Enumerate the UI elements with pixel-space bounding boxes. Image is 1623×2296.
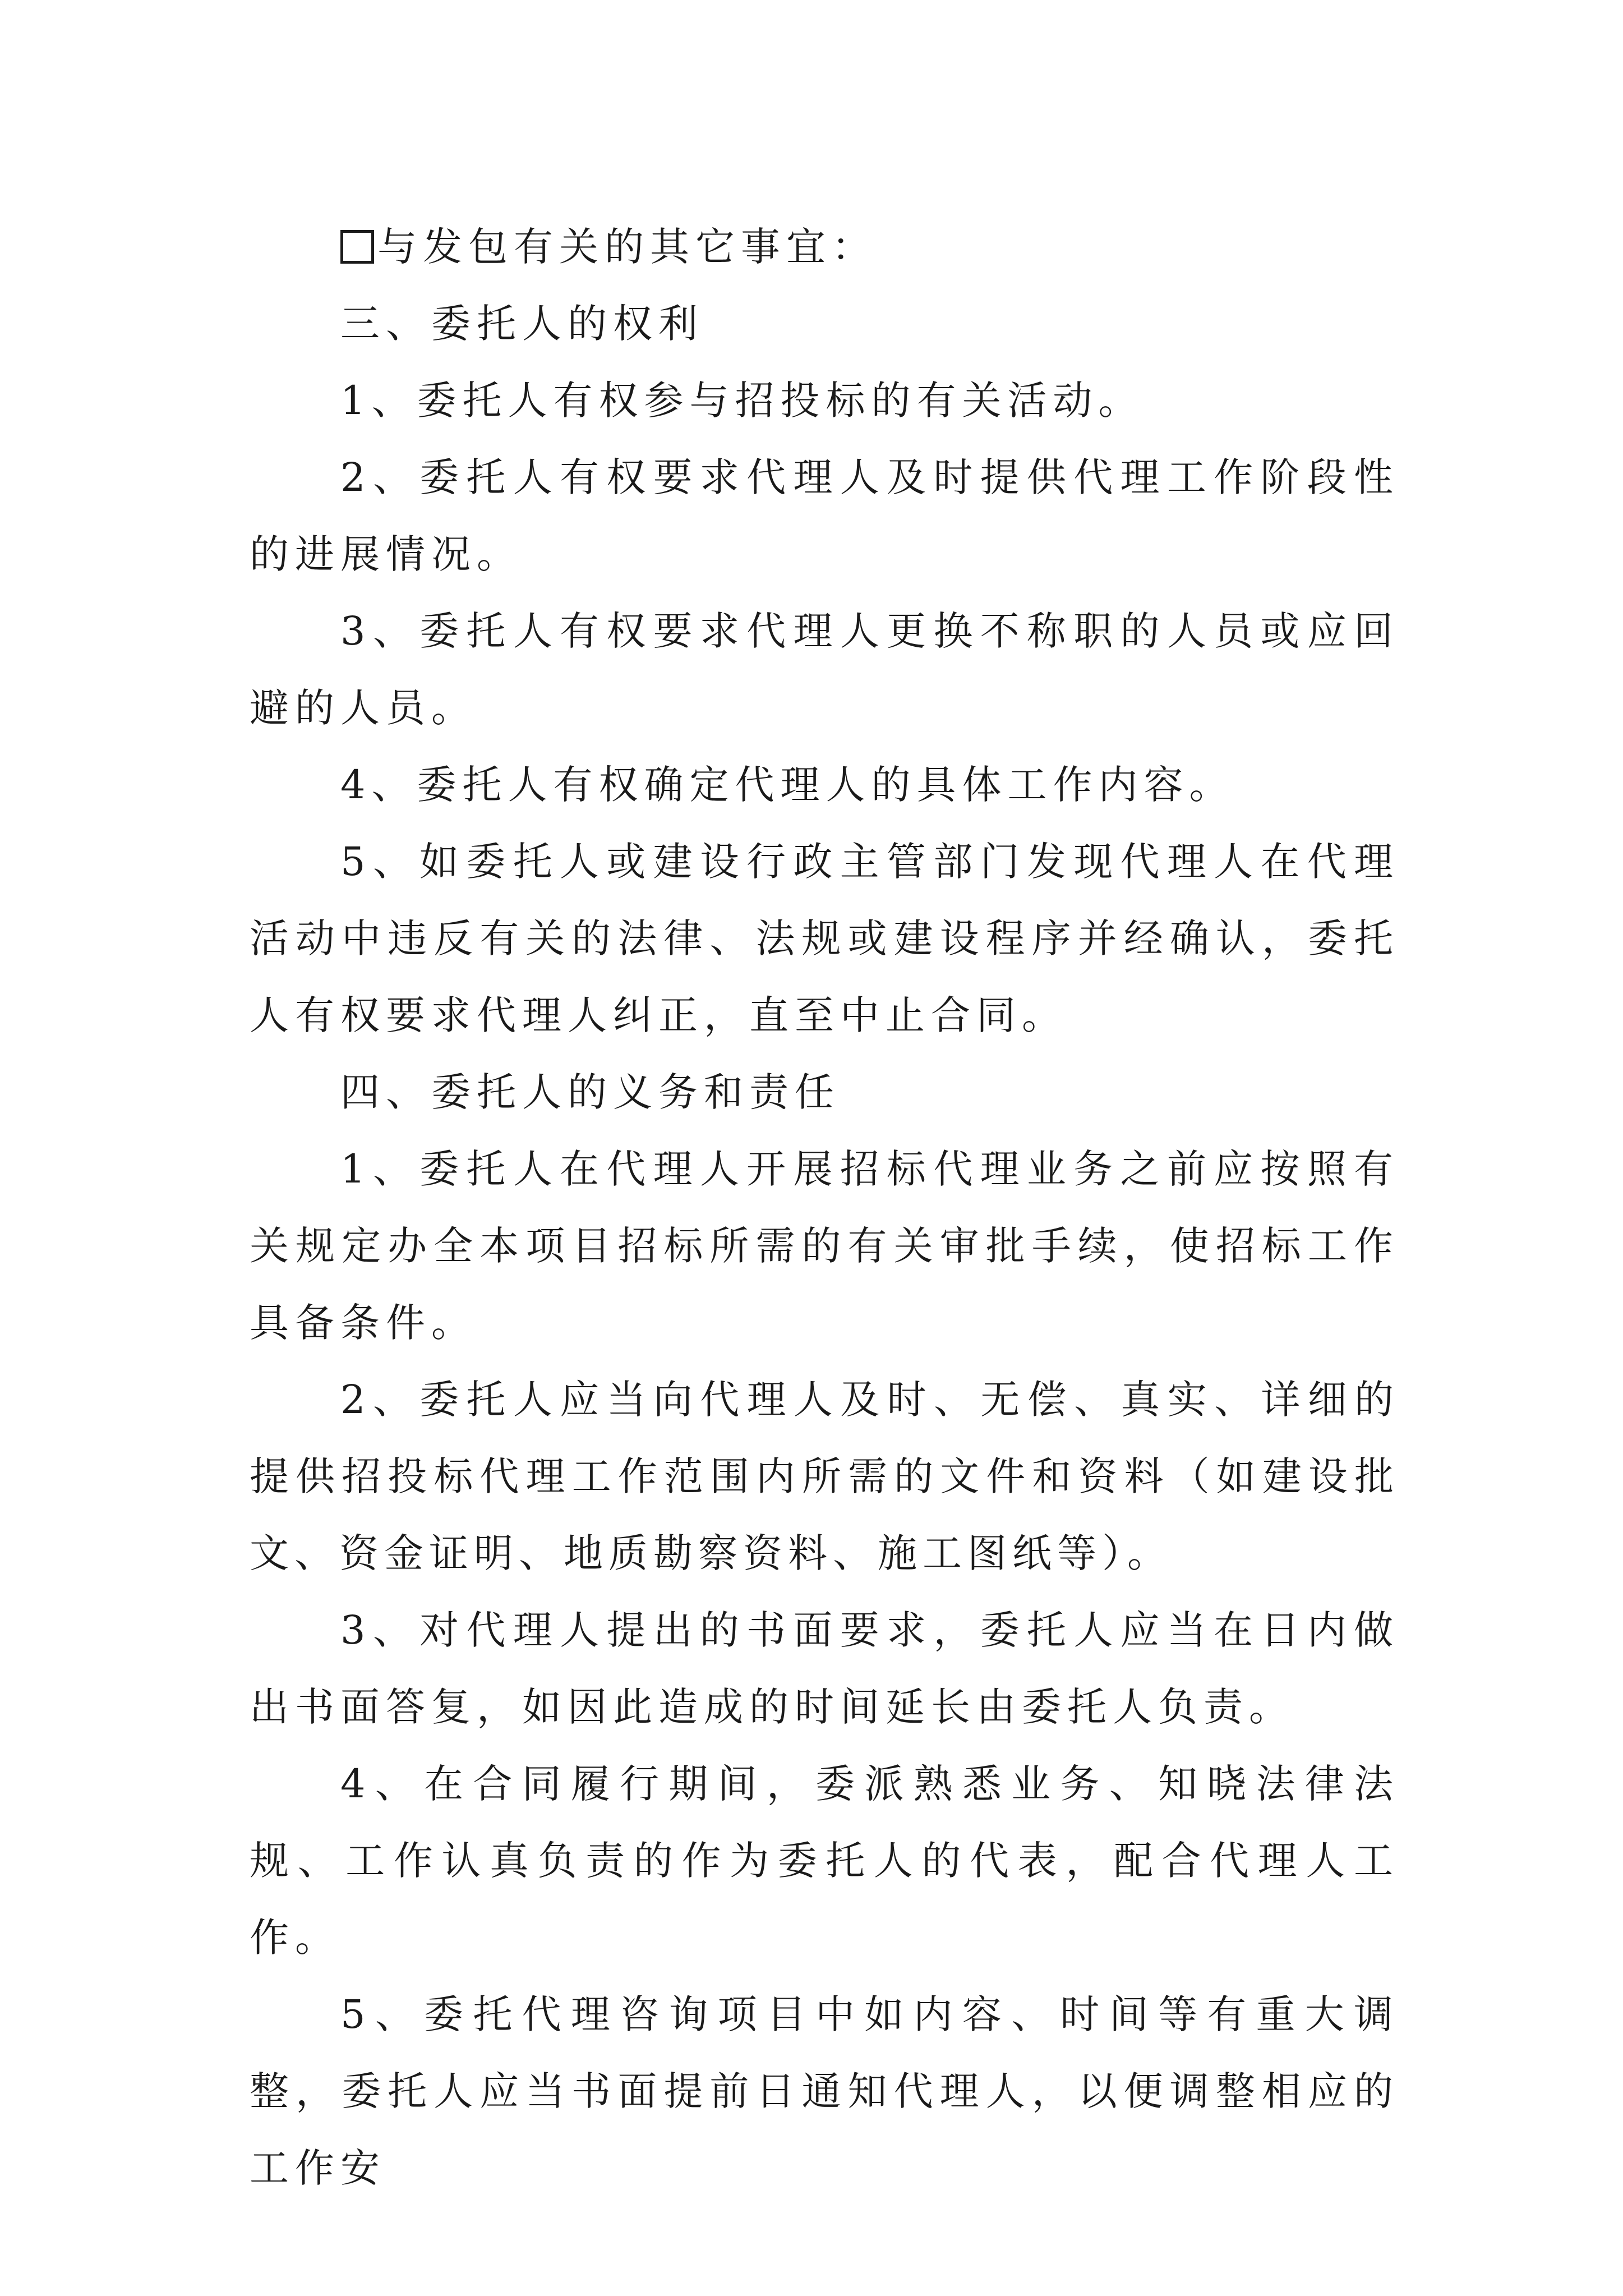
section-three-item-4: 4、委托人有权确定代理人的具体工作内容。 [340,762,1235,808]
section-four-heading: 四、委托人的义务和责任 [340,1069,840,1115]
checkbox-item-label: 与发包有关的其它事宜： [377,224,877,270]
section-three-item-3: 3、委托人有权要求代理人更换不称职的人员或应回避的人员。 [250,608,1399,731]
section-three-item-2: 2、委托人有权要求代理人及时提供代理工作阶段性的进展情况。 [250,454,1399,577]
section-four-item-2: 2、委托人应当向代理人及时、无偿、真实、详细的提供招投标代理工作范围内所需的文件和资料（如建设批文、资金证明、地质勘察资料、施工图纸等）。 [250,1377,1399,1576]
checkbox-item-other-matters [250,209,1399,286]
section-three-heading: 三、委托人的权利 [340,301,704,347]
section-four-item-5: 5、委托代理咨询项目中如内容、时间等有重大调整，委托人应当书面提前日通知代理人，以便调整相应的工作安 [250,1991,1399,2191]
section-four-item-1: 1、委托人在代理人开展招标代理业务之前应按照有关规定办全本项目招标所需的有关审批手续，使招标工作具备条件。 [250,1146,1399,1346]
section-three-item-5: 5、如委托人或建设行政主管部门发现代理人在代理活动中违反有关的法律、法规或建设程序并经确认，委托人有权要求代理人纠正，直至中止合同。 [250,839,1399,1038]
section-four-item-4: 4、在合同履行期间，委派熟悉业务、知晓法律法规、工作认真负责的作为委托人的代表，配合代理人工作。 [250,1761,1399,1961]
document-body [250,209,1399,2207]
section-three-item-1: 1、委托人有权参与招投标的有关活动。 [340,378,1144,424]
section-four-item-3: 3、对代理人提出的书面要求，委托人应当在日内做出书面答复，如因此造成的时间延长由委托人负责。 [250,1607,1399,1730]
checkbox[interactable] [340,230,374,264]
